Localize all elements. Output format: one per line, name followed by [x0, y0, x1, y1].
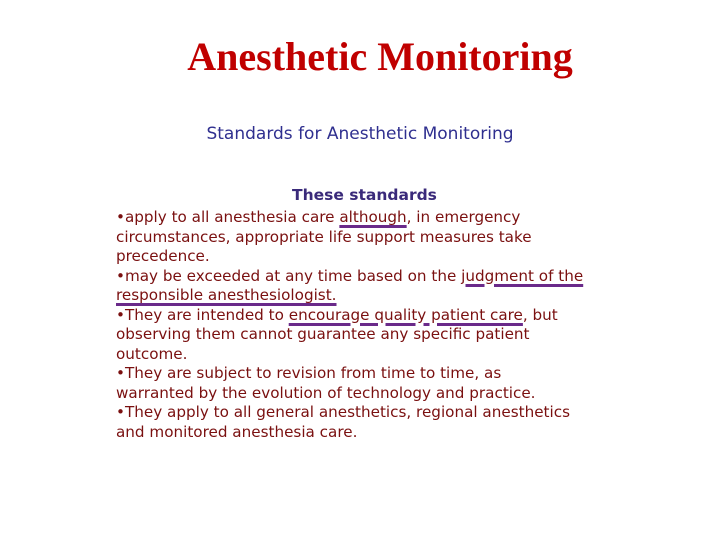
underlined-text: responsible anesthesiologist. [116, 286, 337, 304]
bullet-text: warranted by the evolution of technology and practice. [116, 383, 536, 402]
bullet-item [116, 403, 616, 442]
bullet-text: precedence. [116, 247, 210, 265]
bullet-text: , but [522, 305, 558, 324]
bullet-line [116, 325, 616, 345]
slide-title: Anesthetic Monitoring [187, 34, 573, 79]
bullet-line [116, 306, 616, 326]
bullet-text: outcome. [116, 344, 188, 363]
bullet-text: •They are intended to [116, 305, 289, 324]
bullet-line [116, 267, 616, 287]
bullet-text: and monitored anesthesia care. [116, 422, 358, 441]
bullet-line [116, 364, 616, 384]
bullet-text: •They are subject to revision from time to time, as [116, 364, 502, 382]
bullet-line [116, 345, 616, 365]
underlined-text: although [339, 208, 407, 226]
bullet-item [116, 306, 616, 365]
bullet-line [116, 208, 616, 228]
standards-heading: These standards [292, 186, 437, 204]
bullet-line [116, 423, 616, 443]
bullet-line [116, 286, 616, 306]
bullet-text: •They apply to all general anesthetics, regional anesthetics [116, 403, 570, 421]
bullet-text: observing them cannot guarantee any specific patient [116, 325, 530, 343]
bullet-list [116, 208, 616, 442]
bullet-text: circumstances, appropriate life support measures take [116, 227, 532, 246]
bullet-text: •apply to all anesthesia care [116, 208, 340, 226]
underlined-text: judgment of the [461, 266, 584, 285]
bullet-text: •may be exceeded at any time based on the [116, 266, 462, 285]
bullet-line [116, 247, 616, 267]
bullet-text: , in emergency [406, 208, 521, 226]
bullet-item [116, 267, 616, 306]
bullet-line [116, 384, 616, 404]
bullet-line [116, 228, 616, 248]
bullet-item [116, 208, 616, 267]
slide-subtitle: Standards for Anesthetic Monitoring [206, 124, 514, 144]
bullet-line [116, 403, 616, 423]
underlined-text: encourage quality patient care [288, 305, 523, 324]
bullet-item [116, 364, 616, 403]
